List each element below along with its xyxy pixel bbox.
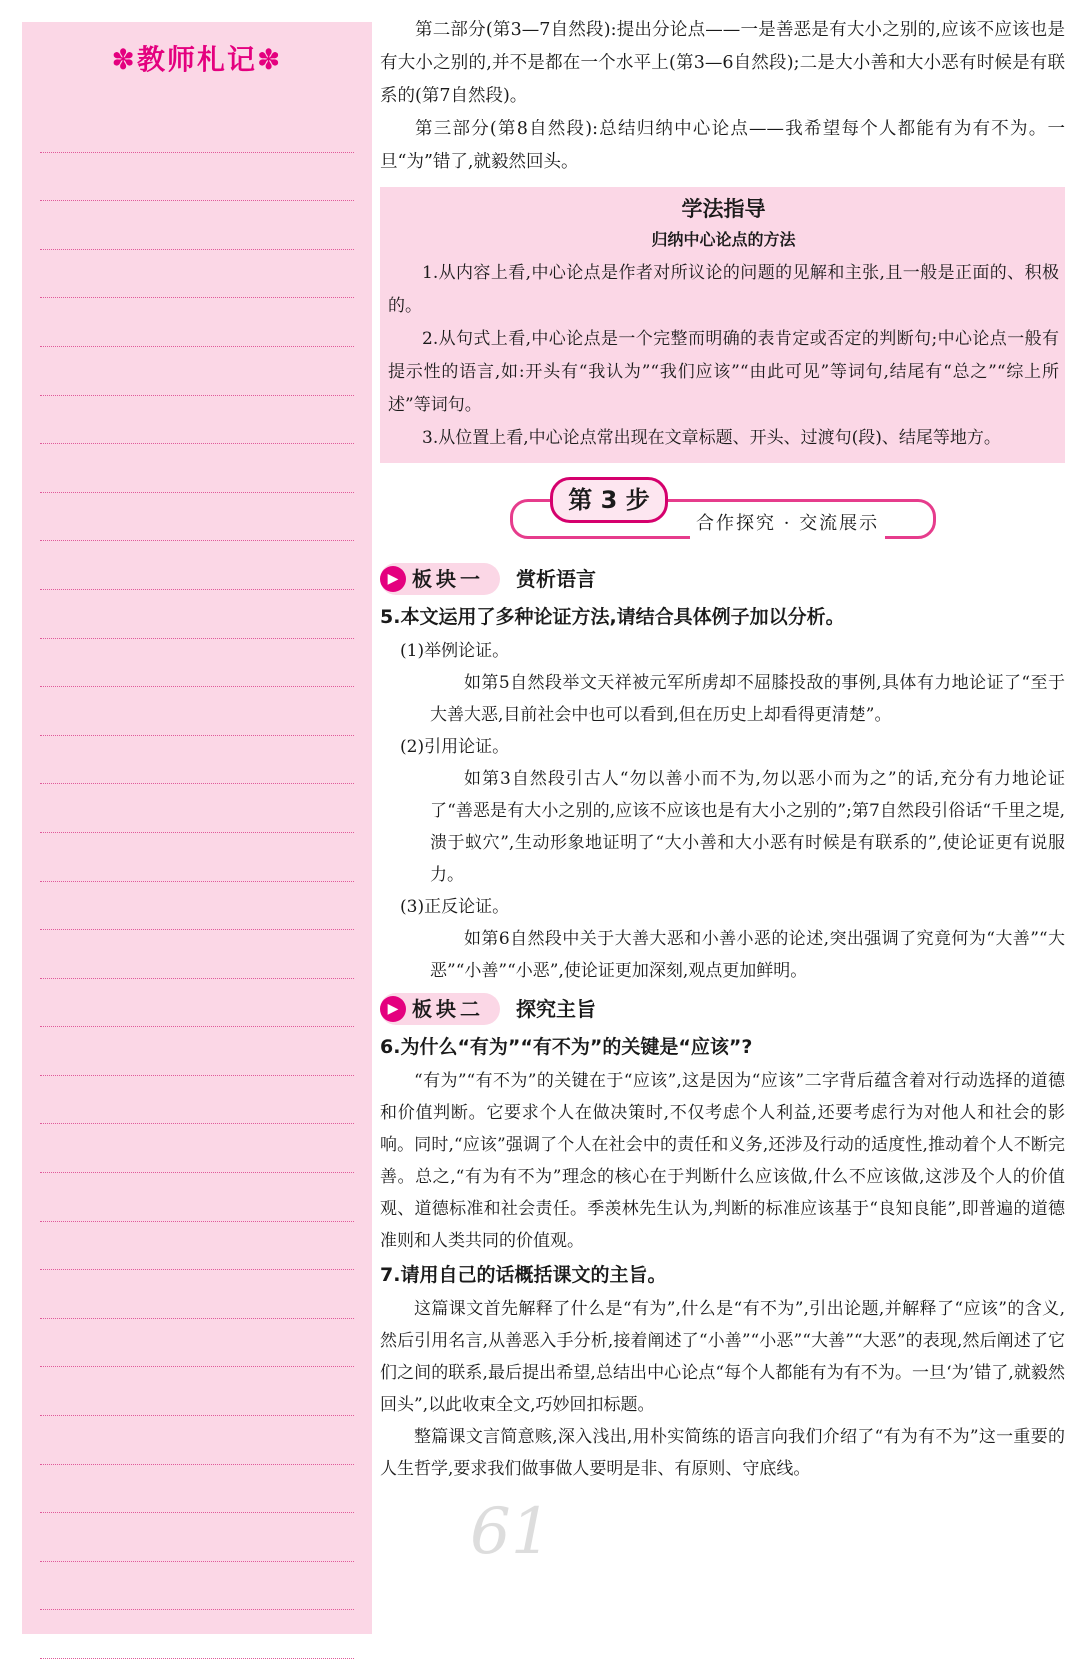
note-line xyxy=(40,1270,354,1319)
note-line xyxy=(40,784,354,833)
q7-answer-1: 这篇课文首先解释了什么是“有为”,什么是“有不为”,引出论题,并解释了“应该”的含义,然后引用名言,从善恶入手分析,接着阐述了“小善”“小恶”“大善”“大恶”的表现,然后阐述了它们之间的联系,最后提出希望,总结出中心论点“每个人都能有为有不为。一旦‘为’错了,就毅然回头”,以此收束全文,巧妙回扣标题。 xyxy=(380,1299,1065,1415)
note-line xyxy=(40,1124,354,1173)
note-line xyxy=(40,687,354,736)
note-line xyxy=(40,1562,354,1611)
page-number: 61 xyxy=(470,1495,552,1569)
sidebar-title: ✽教师札记✽ xyxy=(111,43,283,76)
note-line xyxy=(40,639,354,688)
guide-item: 1.从内容上看,中心论点是作者对所议论的问题的见解和主张,且一般是正面的、积极的。 xyxy=(388,263,1059,316)
q5-part-label: (1)举例论证。 xyxy=(400,641,510,661)
note-line xyxy=(40,1513,354,1562)
guide-title: 学法指导 xyxy=(681,197,766,221)
note-line xyxy=(40,590,354,639)
note-line xyxy=(40,493,354,542)
question-5: 5.本文运用了多种论证方法,请结合具体例子加以分析。 xyxy=(380,606,845,628)
note-line xyxy=(40,396,354,445)
section-tag-label: 板块一 xyxy=(412,566,484,591)
study-guide-box xyxy=(380,187,1065,463)
note-line xyxy=(40,1367,354,1416)
play-arrow-icon: ▶ xyxy=(380,566,406,592)
section-title: 探究主旨 xyxy=(516,996,596,1021)
q6-answer: “有为”“有不为”的关键在于“应该”,这是因为“应该”二字背后蕴含着对行动选择的道德和价值判断。它要求个人在做决策时,不仅考虑个人利益,还要考虑行为对他人和社会的影响。同时,“应该”强调了个人在社会中的责任和义务,还涉及行动的适度性,推动着个人不断完善。总之,“有为有不为”理念的核心在于判断什么应该做,什么不应该做,这涉及个人的价值观、道德标准和社会责任。季羡林先生认为,判断的标准应该基于“良知良能”,即普遍的道德准则和人类共同的价值观。 xyxy=(380,1071,1065,1251)
guide-item: 3.从位置上看,中心论点常出现在文章标题、开头、过渡句(段)、结尾等地方。 xyxy=(422,428,1001,448)
q7-answer-2: 整篇课文言简意赅,深入浅出,用朴实简练的语言向我们介绍了“有为有不为”这一重要的人生哲学,要求我们做事做人要明是非、有原则、守底线。 xyxy=(380,1427,1065,1479)
note-line xyxy=(40,1319,354,1368)
step-subtitle: 合作探究 · 交流展示 xyxy=(690,509,885,539)
note-line xyxy=(40,250,354,299)
note-line xyxy=(40,1222,354,1271)
section-header-2 xyxy=(380,989,1065,1029)
note-line xyxy=(40,298,354,347)
step-header xyxy=(380,477,1065,549)
step-badge: 第 3 步 xyxy=(550,477,668,523)
intro-paragraph-2: 第三部分(第8自然段):总结归纳中心论点——我希望每个人都能有为有不为。一旦“为”错了,就毅然回头。 xyxy=(380,119,1065,172)
note-line xyxy=(40,153,354,202)
note-line xyxy=(40,1465,354,1514)
note-line xyxy=(40,1027,354,1076)
note-line xyxy=(40,833,354,882)
note-line xyxy=(40,541,354,590)
note-line xyxy=(40,1173,354,1222)
note-lines xyxy=(40,104,354,1659)
teacher-notes-sidebar xyxy=(22,22,372,1634)
section-header-1 xyxy=(380,559,1065,599)
q5-part-answer: 如第6自然段中关于大善大恶和小善小恶的论述,突出强调了究竟何为“大善”“大恶”“小善”“小恶”,使论证更加深刻,观点更加鲜明。 xyxy=(430,929,1065,981)
section-tag-label: 板块二 xyxy=(412,996,484,1021)
section-tag xyxy=(380,563,500,595)
question-6: 6.为什么“有为”“有不为”的关键是“应该”? xyxy=(380,1036,753,1058)
play-arrow-icon: ▶ xyxy=(380,996,406,1022)
q5-part-answer: 如第3自然段引古人“勿以善小而不为,勿以恶小而为之”的话,充分有力地论证了“善恶是有大小之别的,应该不应该也是有大小之别的”;第7自然段引俗话“千里之堤,溃于蚁穴”,生动形象地证明了“大小善和大小恶有时候是有联系的”,使论证更有说服力。 xyxy=(430,769,1065,885)
note-line xyxy=(40,979,354,1028)
main-content xyxy=(380,14,1065,1485)
note-line xyxy=(40,736,354,785)
note-line xyxy=(40,347,354,396)
note-line xyxy=(40,1416,354,1465)
section-tag xyxy=(380,993,500,1025)
q5-part-answer: 如第5自然段举文天祥被元军所虏却不屈膝投敌的事例,具体有力地论证了“至于大善大恶,目前社会中也可以看到,但在历史上却看得更清楚”。 xyxy=(430,673,1065,725)
section-title: 赏析语言 xyxy=(516,566,596,591)
note-line xyxy=(40,201,354,250)
question-7: 7.请用自己的话概括课文的主旨。 xyxy=(380,1264,667,1286)
note-line xyxy=(40,1076,354,1125)
q5-part-label: (2)引用论证。 xyxy=(400,737,510,757)
note-line xyxy=(40,104,354,153)
note-line xyxy=(40,882,354,931)
q5-part-label: (3)正反论证。 xyxy=(400,897,510,917)
note-line xyxy=(40,444,354,493)
intro-paragraph-1: 第二部分(第3—7自然段):提出分论点——一是善恶是有大小之别的,应该不应该也是有大小之别的,并不是都在一个水平上(第3—6自然段);二是大小善和大小恶有时候是有联系的(第7自然段)。 xyxy=(380,20,1065,106)
note-line xyxy=(40,930,354,979)
note-line xyxy=(40,1610,354,1659)
guide-item: 2.从句式上看,中心论点是一个完整而明确的表肯定或否定的判断句;中心论点一般有提示性的语言,如:开头有“我认为”“我们应该”“由此可见”等词句,结尾有“总之”“综上所述”等词句。 xyxy=(388,329,1059,415)
guide-subtitle: 归纳中心论点的方法 xyxy=(651,230,796,249)
